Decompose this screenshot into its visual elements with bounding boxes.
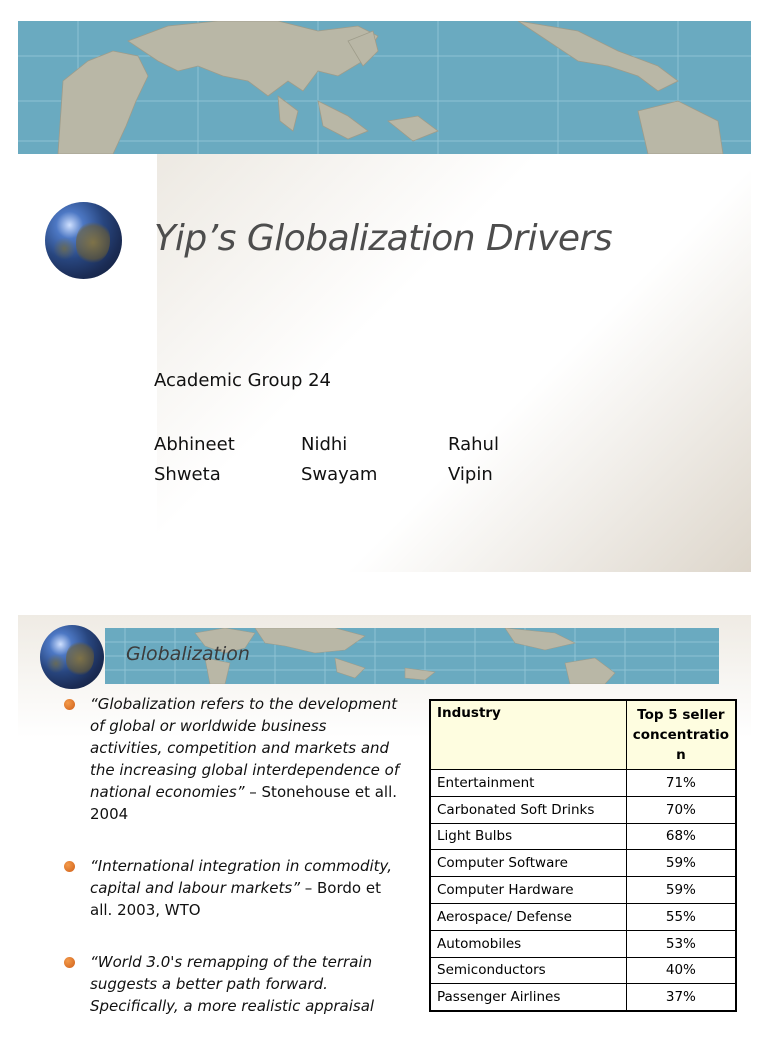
member-name: Shweta xyxy=(154,464,221,485)
names-column-2 xyxy=(301,430,451,490)
quote-text: “International integration in commodity, capital and labour markets” xyxy=(90,857,393,897)
table-row xyxy=(430,877,736,904)
world-map-banner xyxy=(18,21,751,154)
table-header-row xyxy=(430,700,736,770)
value-cell: 40% xyxy=(626,957,736,984)
table-row xyxy=(430,850,736,877)
globe-icon xyxy=(40,625,104,689)
list-item xyxy=(62,693,402,825)
value-cell: 59% xyxy=(626,850,736,877)
bullet-icon xyxy=(64,957,75,968)
table-row xyxy=(430,957,736,984)
industry-cell: Semiconductors xyxy=(430,957,626,984)
member-name: Abhineet xyxy=(154,434,235,455)
value-cell: 37% xyxy=(626,984,736,1011)
world-map-image xyxy=(18,21,751,154)
industry-cell: Computer Hardware xyxy=(430,877,626,904)
industry-cell: Light Bulbs xyxy=(430,823,626,850)
table-row xyxy=(430,796,736,823)
names-column-3 xyxy=(448,430,598,490)
column-header-industry: Industry xyxy=(430,700,626,770)
globe-icon xyxy=(45,202,122,279)
quote-text: “World 3.0's remapping of the terrain suggests a better path forward. Specifically, a more realistic appraisal xyxy=(90,953,375,1015)
quote-text: “Globalization refers to the development of global or worldwide business activities, competition and markets and the increasing global interdependence of national economies” xyxy=(90,695,400,801)
industry-cell: Automobiles xyxy=(430,930,626,957)
value-cell: 55% xyxy=(626,903,736,930)
member-name: Vipin xyxy=(448,464,493,485)
column-header-concentration: Top 5 seller concentratio n xyxy=(626,700,736,770)
industry-cell: Entertainment xyxy=(430,770,626,797)
member-name: Rahul xyxy=(448,434,499,455)
slide-title: Yip’s Globalization Drivers xyxy=(154,218,613,259)
value-cell: 53% xyxy=(626,930,736,957)
group-label: Academic Group 24 xyxy=(154,370,332,391)
bullet-icon xyxy=(64,699,75,710)
industry-cell: Passenger Airlines xyxy=(430,984,626,1011)
value-cell: 68% xyxy=(626,823,736,850)
value-cell: 70% xyxy=(626,796,736,823)
list-item xyxy=(62,855,402,921)
names-column-1 xyxy=(154,430,304,490)
value-cell: 71% xyxy=(626,770,736,797)
globalization-slide xyxy=(18,615,751,1024)
industry-cell: Carbonated Soft Drinks xyxy=(430,796,626,823)
industry-cell: Aerospace/ Defense xyxy=(430,903,626,930)
table-row xyxy=(430,984,736,1011)
member-name: Nidhi xyxy=(301,434,348,455)
industry-concentration-table xyxy=(429,699,737,1012)
value-cell: 59% xyxy=(626,877,736,904)
bullet-icon xyxy=(64,861,75,872)
list-item xyxy=(62,951,402,1017)
table-row xyxy=(430,930,736,957)
quote-source: – Stonehouse et all. 2004 xyxy=(90,783,398,823)
table-row xyxy=(430,823,736,850)
member-name: Swayam xyxy=(301,464,378,485)
table-row xyxy=(430,770,736,797)
quote-source: – Bordo et all. 2003, WTO xyxy=(90,879,381,919)
section-title: Globalization xyxy=(126,643,250,665)
table-row xyxy=(430,903,736,930)
quote-list xyxy=(62,693,402,1047)
title-slide-body xyxy=(157,154,751,572)
industry-cell: Computer Software xyxy=(430,850,626,877)
